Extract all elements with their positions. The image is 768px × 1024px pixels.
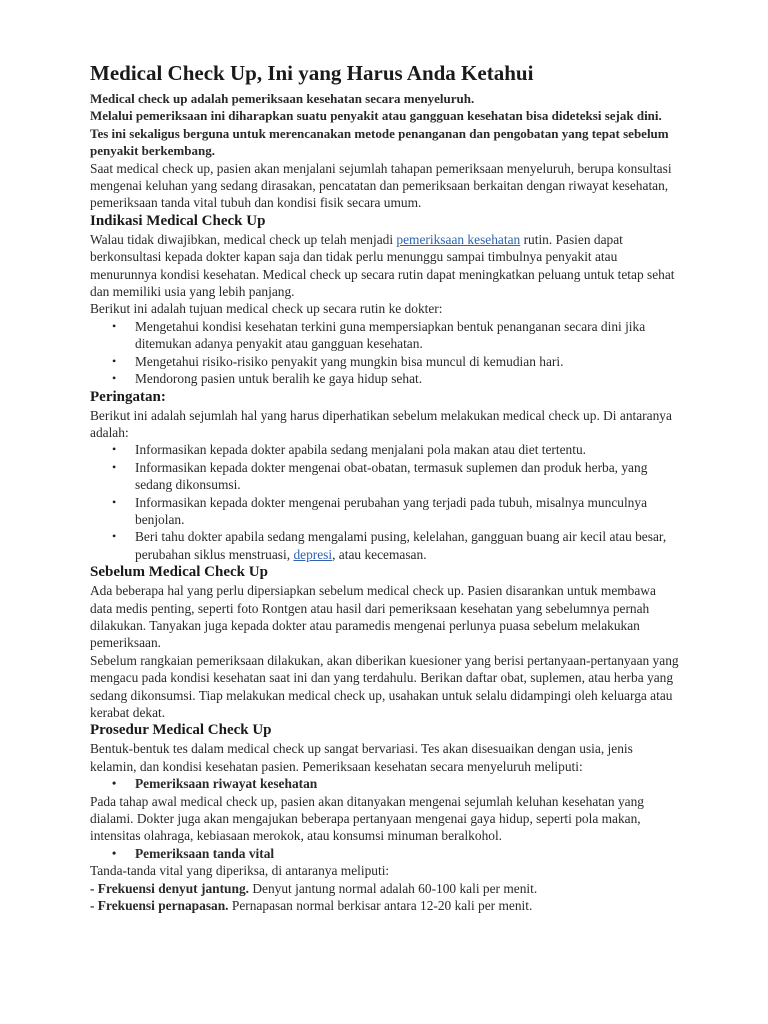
vital-text: Pernapasan normal berkisar antara 12-20 kali per menit. xyxy=(228,898,533,914)
prosedur-sub-list-2 xyxy=(90,845,680,862)
indikasi-paragraph-1 xyxy=(90,231,680,301)
vital-heart-rate xyxy=(90,880,680,897)
indikasi-list xyxy=(90,318,680,388)
vital-text: Denyut jantung normal adalah 60-100 kali per menit. xyxy=(248,880,538,896)
list-item: • Informasikan kepada dokter mengenai perubahan yang terjadi pada tubuh, misalnya munculnya benjolan. xyxy=(135,494,680,529)
text-span: , atau kecemasan. xyxy=(332,546,427,562)
list-item: • Mendorong pasien untuk beralih ke gaya hidup sehat. xyxy=(135,370,680,387)
intro-summary xyxy=(90,90,680,160)
sub-heading-riwayat: • Pemeriksaan riwayat kesehatan xyxy=(135,775,680,792)
intro-line-2: Melalui pemeriksaan ini diharapkan suatu penyakit atau gangguan kesehatan bisa dideteksi sejak dini. Tes ini sekaligus berguna untuk merencanakan metode penanganan dan pengobatan yang tepat sebelum penyakit berkembang. xyxy=(90,108,669,159)
sebelum-paragraph-1: Ada beberapa hal yang perlu dipersiapkan sebelum medical check up. Pasien disarankan untuk membawa data medis penting, seperti foto Rontgen atau hasil dari pemeriksaan kesehatan yang sebelumnya pernah dilakukan. Tanyakan juga kepada dokter atau paramedis mengenai perlunya puasa sebelum melakukan pemeriksaan. xyxy=(90,583,656,651)
text-span: rutin. Pasien dapat berkonsultasi kepada dokter kapan saja dan tidak perlu menunggu sampai timbulnya penyakit atau menurunnya kondisi kesehatan. Medical check up secara rutin dapat meningkatkan peluang untuk tetap sehat dan memiliki usia yang lebih panjang. xyxy=(90,231,675,300)
indikasi-paragraph-2: Berikut ini adalah tujuan medical check up secara rutin ke dokter: xyxy=(90,301,443,317)
page-title: Medical Check Up, Ini yang Harus Anda Ketahui xyxy=(90,61,534,85)
list-item xyxy=(135,528,680,563)
text-span: Walau tidak diwajibkan, medical check up telah menjadi xyxy=(90,231,397,247)
document-page xyxy=(90,60,680,914)
text-span: Beri tahu dokter apabila sedang mengalami pusing, kelelahan, gangguan buang air kecil atau besar, perubahan siklus menstruasi, xyxy=(135,529,667,562)
vital-label: - Frekuensi pernapasan. xyxy=(90,898,229,914)
peringatan-list xyxy=(90,441,680,563)
list-item: • Informasikan kepada dokter mengenai obat-obatan, termasuk suplemen dan produk herba, yang sedang dikonsumsi. xyxy=(135,459,680,494)
link-pemeriksaan-kesehatan[interactable]: pemeriksaan kesehatan xyxy=(396,231,521,247)
prosedur-paragraph-2: Pada tahap awal medical check up, pasien akan ditanyakan mengenai sejumlah keluhan kesehatan yang dialami. Dokter juga akan mengajukan beberapa pertanyaan mengenai gaya hidup, seperti pola makan, intensitas olahraga, kebiasaan merokok, atau konsumsi minuman beralkohol. xyxy=(90,793,645,844)
list-item: • Mengetahui risiko-risiko penyakit yang mungkin bisa muncul di kemudian hari. xyxy=(135,353,680,370)
link-depresi[interactable]: depresi xyxy=(293,546,333,562)
sub-heading-tanda-vital: • Pemeriksaan tanda vital xyxy=(135,845,680,862)
prosedur-paragraph-1: Bentuk-bentuk tes dalam medical check up sangat bervariasi. Tes akan disesuaikan dengan usia, jenis kelamin, dan kondisi kesehatan pasien. Pemeriksaan kesehatan secara menyeluruh meliputi: xyxy=(90,741,633,774)
vital-label: - Frekuensi denyut jantung. xyxy=(90,880,249,896)
intro-paragraph: Saat medical check up, pasien akan menjalani sejumlah tahapan pemeriksaan menyeluruh, berupa konsultasi mengenai keluhan yang sedang dirasakan, pencatatan dan pemeriksaan berkaitan dengan riwayat kesehatan, pemeriksaan tanda vital tubuh dan kondisi fisik secara umum. xyxy=(90,160,672,211)
list-item: • Mengetahui kondisi kesehatan terkini guna mempersiapkan bentuk penanganan secara dini jika ditemukan adanya penyakit atau gangguan kesehatan. xyxy=(135,318,680,353)
heading-indikasi: Indikasi Medical Check Up xyxy=(90,212,266,229)
heading-peringatan: Peringatan: xyxy=(90,388,166,405)
prosedur-paragraph-3: Tanda-tanda vital yang diperiksa, di antaranya meliputi: xyxy=(90,863,390,879)
vital-respiration xyxy=(90,897,680,914)
sebelum-paragraph-2: Sebelum rangkaian pemeriksaan dilakukan, akan diberikan kuesioner yang berisi pertanyaan-pertanyaan yang mengacu pada kondisi kesehatan saat ini dan yang terdahulu. Berikan daftar obat, suplemen, atau herba yang sedang dikonsumsi. Tiap melakukan medical check up, usahakan untuk selalu didampingi oleh keluarga atau kerabat dekat. xyxy=(90,652,679,720)
peringatan-paragraph: Berikut ini adalah sejumlah hal yang harus diperhatikan sebelum melakukan medical check up. Di antaranya adalah: xyxy=(90,407,672,440)
heading-prosedur: Prosedur Medical Check Up xyxy=(90,722,272,739)
list-item: • Informasikan kepada dokter apabila sedang menjalani pola makan atau diet tertentu. xyxy=(135,441,680,458)
prosedur-sub-list-1 xyxy=(90,775,680,792)
intro-line-1: Medical check up adalah pemeriksaan kesehatan secara menyeluruh. xyxy=(90,91,475,106)
heading-sebelum: Sebelum Medical Check Up xyxy=(90,564,268,581)
